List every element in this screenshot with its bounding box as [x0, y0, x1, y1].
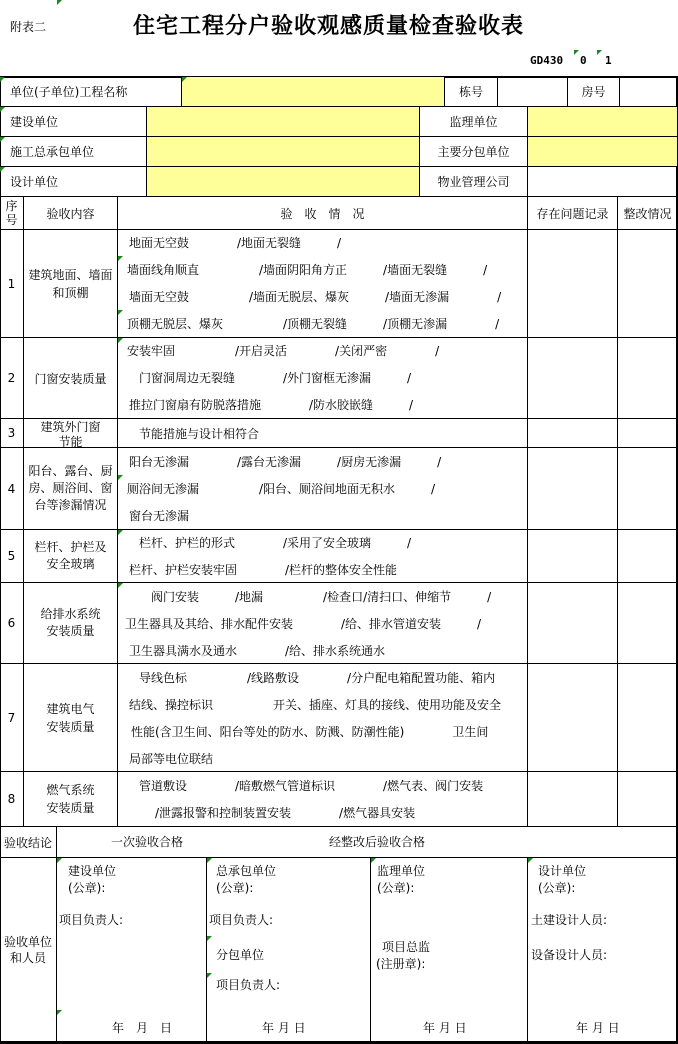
row-5-rectification[interactable] — [618, 530, 678, 583]
row-7-situation — [118, 664, 528, 772]
row-7-line-3: 性能(含卫生间、阳台等处的防水、防溅、防潮性能) 卫生间 — [131, 725, 489, 739]
header-issues: 存在问题记录 — [528, 197, 618, 230]
conclusion-label: 验收结论 — [0, 827, 57, 858]
signoff-construction-person[interactable]: 项目负责人: — [59, 913, 124, 927]
signoff-design-unit-name: 设计单位 — [538, 864, 587, 878]
row-2-line-1: 安装牢固 /开启灵活 /关闭严密 / — [127, 344, 440, 358]
comment-marker-icon — [0, 77, 5, 82]
comment-marker-icon — [597, 50, 602, 55]
row-3-situation — [118, 419, 528, 448]
row-7-line-1: 导线色标 /线路敷设 /分户配电箱配置功能、箱内 — [127, 671, 496, 685]
row-7-line-2: 结线、操控标识 开关、插座、灯具的接线、使用功能及安全 — [129, 698, 502, 712]
row-5-line-1: 栏杆、护栏的形式 /采用了安全玻璃 / — [127, 536, 412, 550]
row-1-situation — [118, 230, 528, 338]
header-content: 验收内容 — [24, 197, 118, 230]
comment-marker-icon — [0, 167, 5, 172]
form-code-part2: 1 — [605, 54, 612, 67]
general-contractor-label-cell — [0, 137, 147, 167]
row-5-content: 栏杆、护栏及安全玻璃 — [24, 530, 118, 583]
row-2-issues[interactable] — [528, 338, 618, 419]
conclusion-options — [57, 827, 678, 858]
comment-marker-icon — [0, 137, 5, 142]
row-3-seq: 3 — [0, 419, 24, 448]
building-no-label: 栋号 — [445, 77, 498, 107]
signoff-civil-designer[interactable]: 土建设计人员: — [531, 913, 608, 927]
row-4-line-1: 阳台无渗漏 /露台无渗漏 /厨房无渗漏 / — [129, 455, 442, 469]
design-unit-label: 设计单位 — [10, 175, 59, 189]
comment-marker-icon — [182, 77, 187, 82]
form-code-part1: 0 — [580, 54, 587, 67]
row-6-content: 给排水系统安装质量 — [24, 583, 118, 664]
row-1-content: 建筑地面、墙面和顶棚 — [24, 230, 118, 338]
row-1-seq: 1 — [0, 230, 24, 338]
property-management-label: 物业管理公司 — [420, 167, 528, 197]
row-1-rectification[interactable] — [618, 230, 678, 338]
comment-marker-icon — [371, 858, 376, 863]
row-6-situation — [118, 583, 528, 664]
supervision-unit-label: 监理单位 — [420, 107, 528, 137]
row-6-line-3: 卫生器具满水及通水 /给、排水系统通水 — [129, 644, 386, 658]
row-6-rectification[interactable] — [618, 583, 678, 664]
row-6-seq: 6 — [0, 583, 24, 664]
signoff-design-date[interactable]: 年 月 日 — [576, 1021, 620, 1035]
conclusion-option-after-rectification[interactable]: 经整改后验收合格 — [329, 835, 426, 849]
attachment-label: 附表二 — [10, 20, 47, 34]
row-6-issues[interactable] — [528, 583, 618, 664]
signoff-label: 验收单位和人员 — [0, 858, 57, 1042]
row-8-situation — [118, 772, 528, 827]
signoff-chief-supervisor: 项目总监 — [382, 940, 431, 954]
row-3-issues[interactable] — [528, 419, 618, 448]
signoff-construction-unit-name: 建设单位 — [68, 864, 117, 878]
row-2-situation — [118, 338, 528, 419]
signoff-supervision-seal[interactable]: (公章): — [377, 881, 415, 895]
comment-marker-icon — [118, 475, 123, 480]
signoff-subcontractor-person[interactable]: 项目负责人: — [216, 978, 281, 992]
row-7-line-4: 局部等电位联结 — [129, 752, 214, 766]
signoff-supervision-unit-name: 监理单位 — [377, 864, 426, 878]
row-8-seq: 8 — [0, 772, 24, 827]
construction-unit-input[interactable] — [147, 107, 420, 137]
comment-marker-icon — [207, 858, 212, 863]
building-no-input[interactable] — [498, 77, 568, 107]
comment-marker-icon — [574, 50, 579, 55]
row-2-line-3: 推拉门窗扇有防脱落措施 /防水胶嵌缝 / — [129, 398, 414, 412]
row-2-content: 门窗安装质量 — [24, 338, 118, 419]
header-rectification: 整改情况 — [618, 197, 678, 230]
signoff-contractor-person[interactable]: 项目负责人: — [209, 913, 274, 927]
row-4-rectification[interactable] — [618, 448, 678, 530]
comment-marker-icon — [57, 0, 62, 5]
row-1-line-3: 墙面无空鼓 /墙面无脱层、爆灰 /墙面无渗漏 / — [129, 290, 502, 304]
header-seq: 序号 — [0, 197, 24, 230]
row-3-rectification[interactable] — [618, 419, 678, 448]
comment-marker-icon — [118, 310, 123, 315]
row-8-line-2: /泄露报警和控制装置安装 /燃气器具安装 — [131, 806, 416, 820]
row-1-line-2: 墙面线角顺直 /墙面阴阳角方正 /墙面无裂缝 / — [127, 263, 488, 277]
row-7-seq: 7 — [0, 664, 24, 772]
row-4-line-2: 厕浴间无渗漏 /阳台、厕浴间地面无积水 / — [127, 482, 436, 496]
row-7-issues[interactable] — [528, 664, 618, 772]
signoff-subcontractor-name: 分包单位 — [216, 948, 265, 962]
project-name-label: 单位(子单位)工程名称 — [10, 85, 128, 99]
row-1-line-1: 地面无空鼓 /地面无裂缝 / — [129, 236, 342, 250]
row-7-rectification[interactable] — [618, 664, 678, 772]
comment-marker-icon — [207, 936, 212, 941]
header-situation: 验 收 情 况 — [118, 197, 528, 230]
row-8-content: 燃气系统安装质量 — [24, 772, 118, 827]
comment-marker-icon — [207, 973, 212, 978]
row-5-issues[interactable] — [528, 530, 618, 583]
comment-marker-icon — [118, 338, 123, 343]
row-2-line-2: 门窗洞周边无裂缝 /外门窗框无渗漏 / — [127, 371, 412, 385]
supervision-unit-input[interactable] — [528, 107, 678, 137]
row-3-line-1: 节能措施与设计相符合 — [127, 427, 260, 441]
signoff-general-contractor — [207, 858, 371, 1042]
comment-marker-icon — [528, 858, 533, 863]
signoff-contractor-unit-name: 总承包单位 — [216, 864, 277, 878]
room-no-label: 房号 — [568, 77, 620, 107]
comment-marker-icon — [57, 858, 62, 863]
row-8-line-1: 管道敷设 /暗敷燃气管道标识 /燃气表、阀门安装 — [127, 779, 484, 793]
construction-unit-label: 建设单位 — [10, 115, 59, 129]
signoff-supervision-unit — [371, 858, 528, 1042]
comment-marker-icon — [118, 530, 123, 535]
signoff-construction-unit — [57, 858, 207, 1042]
row-1-line-4: 顶棚无脱层、爆灰 /顶棚无裂缝 /顶棚无渗漏 / — [127, 317, 500, 331]
signoff-construction-seal[interactable]: (公章): — [68, 881, 106, 895]
row-2-seq: 2 — [0, 338, 24, 419]
row-6-line-1: 阀门安装 /地漏 /检查口/清扫口、伸缩节 / — [127, 590, 492, 604]
page-title: 住宅工程分户验收观感质量检查验收表 — [133, 14, 525, 39]
row-6-line-2: 卫生器具及其给、排水配件安装 /给、排水管道安装 / — [125, 617, 482, 631]
property-management-input[interactable] — [528, 167, 678, 197]
design-unit-input[interactable] — [147, 167, 420, 197]
general-contractor-input[interactable] — [147, 137, 420, 167]
row-3-content: 建筑外门窗节能 — [24, 419, 118, 448]
general-contractor-label: 施工总承包单位 — [10, 145, 95, 159]
signoff-contractor-date[interactable]: 年 月 日 — [262, 1021, 306, 1035]
signoff-design-unit — [528, 858, 678, 1042]
design-unit-label-cell — [0, 167, 147, 197]
row-5-seq: 5 — [0, 530, 24, 583]
main-subcontractor-input[interactable] — [528, 137, 678, 167]
row-4-situation — [118, 448, 528, 530]
construction-unit-label-cell — [0, 107, 147, 137]
conclusion-option-first-pass[interactable]: 一次验收合格 — [111, 835, 184, 849]
row-4-content: 阳台、露台、厨房、厕浴间、窗台等渗漏情况 — [24, 448, 118, 530]
signoff-registered-seal[interactable]: (注册章): — [376, 957, 426, 971]
signoff-design-seal[interactable]: (公章): — [538, 881, 576, 895]
comment-marker-icon — [57, 1010, 62, 1015]
form-code-prefix: GD430 — [530, 54, 564, 67]
comment-marker-icon — [0, 107, 5, 112]
signoff-supervision-date[interactable]: 年 月 日 — [423, 1021, 467, 1035]
form-code — [530, 54, 563, 68]
signoff-construction-date[interactable]: 年 月 日 — [112, 1021, 173, 1035]
row-5-line-2: 栏杆、护栏安装牢固 /栏杆的整体安全性能 — [129, 563, 398, 577]
row-8-rectification[interactable] — [618, 772, 678, 827]
row-2-rectification[interactable] — [618, 338, 678, 419]
row-8-issues[interactable] — [528, 772, 618, 827]
row-4-issues[interactable] — [528, 448, 618, 530]
project-name-input[interactable] — [182, 77, 445, 107]
main-subcontractor-label: 主要分包单位 — [420, 137, 528, 167]
signoff-equipment-designer[interactable]: 设备设计人员: — [531, 948, 608, 962]
row-7-content: 建筑电气安装质量 — [24, 664, 118, 772]
comment-marker-icon — [118, 583, 123, 588]
signoff-contractor-seal[interactable]: (公章): — [216, 881, 254, 895]
row-5-situation — [118, 530, 528, 583]
comment-marker-icon — [118, 256, 123, 261]
row-1-issues[interactable] — [528, 230, 618, 338]
room-no-input[interactable] — [620, 77, 678, 107]
project-name-label-cell — [0, 77, 182, 107]
row-4-line-3: 窗台无渗漏 — [129, 509, 190, 523]
row-4-seq: 4 — [0, 448, 24, 530]
